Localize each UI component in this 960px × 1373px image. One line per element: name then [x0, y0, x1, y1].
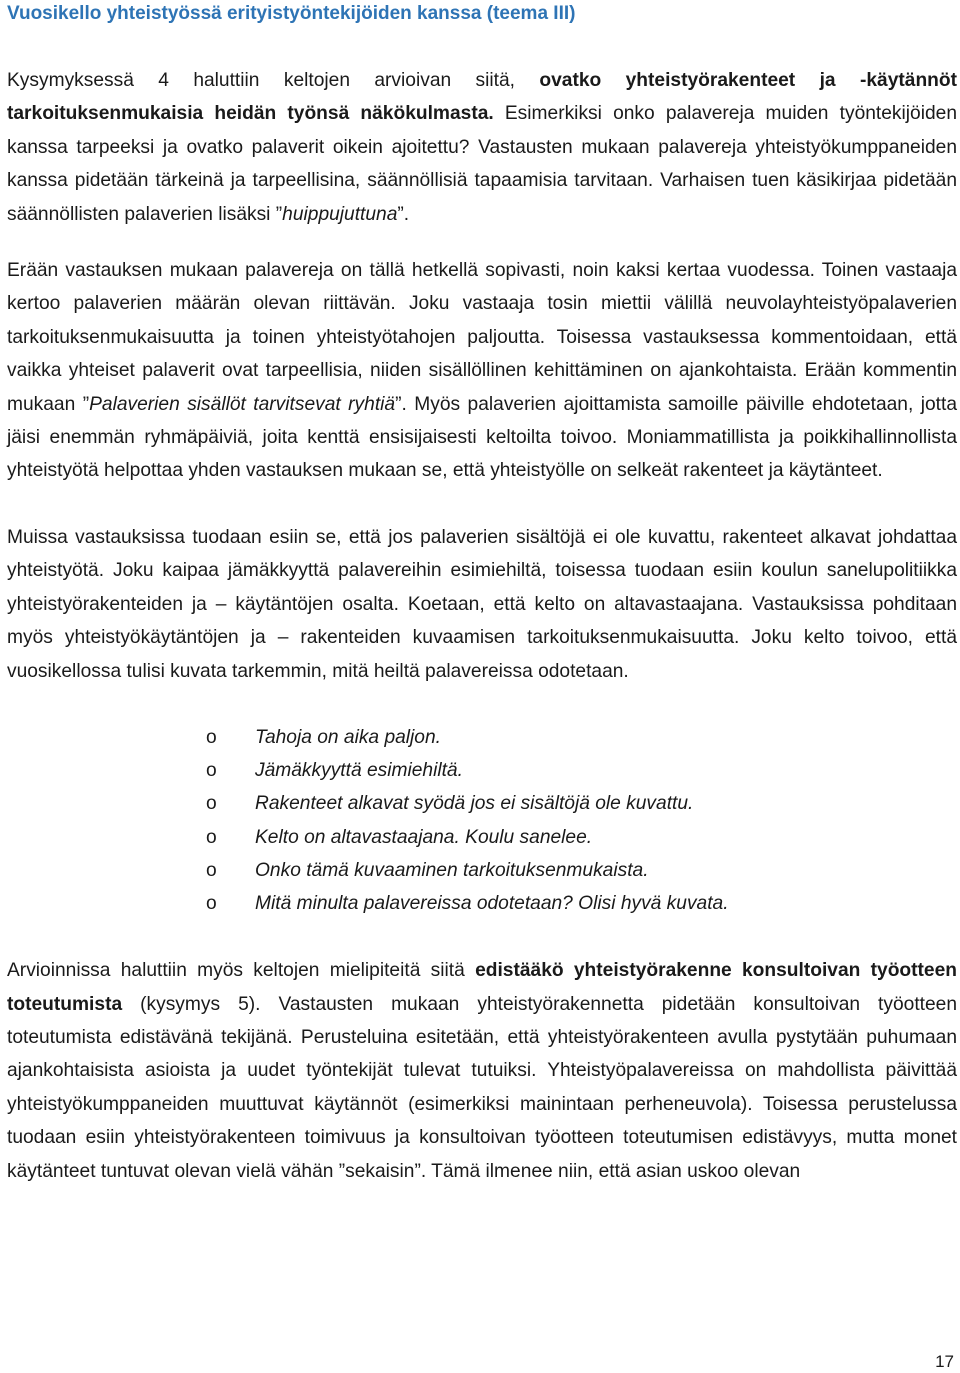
- list-item-text: Tahoja on aika paljon.: [255, 726, 441, 748]
- list-item-text: Kelto on altavastaajana. Koulu sanelee.: [255, 826, 593, 848]
- p2-text-2: ”. Myös palaverien ajoittamista samoille päiville ehdotetaan, jotta jäisi enemmän ryhmäpäiviä, joita kenttä ensisijaisesti keltoilta toivoo. Moniammatillista ja poikkihallinnollista yhteistyötä helpottaa yhden vastauksen mukaan se, että yhteistyölle on selkeät rakenteet ja käytänteet.: [7, 393, 957, 482]
- quote-list: [7, 721, 957, 920]
- p2-italic-quote: Palaverien sisällöt tarvitsevat ryhtiä: [89, 393, 396, 415]
- p5-text-2: (kysymys 5). Vastausten mukaan yhteistyörakennetta pidetään konsultoivan työotteen toteutumista edistävänä tekijänä. Perusteluina esitetään, että yhteistyörakenteen avulla pystytään puhumaan ajankohtaisista asioista ja uudet työntekijät tulevat tutuiksi. Yhteistyöpalavereissa on mahdollista päivittää yhteistyökumppaneiden muuttuvat käytännöt (esimerkiksi mainintaan perheneuvola). Toisessa perustelussa tuodaan esiin yhteistyörakenteen toimivuus ja konsultoivan työotteen toteutumisen edistävyys, mutta monet käytänteet tuntuvat olevan vielä vähän ”sekaisin”. Tämä ilmenee niin, että asian uskoo olevan: [7, 993, 957, 1182]
- p1-text-2: Esimerkiksi onko palavereja muiden työntekijöiden kanssa tarpeeksi ja ovatko palaverit oikein ajoitettu? Vastausten mukaan palavereja yhteistyökumppaneiden kanssa pidetään tärkeinä ja tarpeellisina, säännöllisiä tapaamisia tarvitaan. Varhaisen tuen käsikirjaa pidetään säännöllisten palaverien lisäksi ”: [7, 103, 957, 225]
- p2-text-1: Erään vastauksen mukaan palavereja on tällä hetkellä sopivasti, noin kaksi kertaa vuodessa. Toinen vastaaja kertoo palaverien määrän olevan riittävän. Joku vastaaja tosin miettii välillä neuvolayhteistyöpalaverien tarkoituksenmukaisuutta ja toinen yhteistyötahojen paljoutta. Toisessa vastauksessa kommentoidaan, että vaikka yhteiset palaverit ovat tarpeellisia, niiden sisällöllinen kehittäminen on ajankohtaista. Erään kommentin mukaan ”: [7, 260, 957, 415]
- paragraph-question-5: [7, 954, 957, 1188]
- p5-bold-question: edistääkö yhteistyörakenne konsultoivan työotteen toteutumista: [7, 960, 957, 1015]
- p1-italic-quote: huippujuttuna: [282, 203, 398, 225]
- list-item: [7, 887, 957, 920]
- list-item: [7, 754, 957, 787]
- p1-text-3: ”.: [397, 203, 410, 225]
- list-item: [7, 787, 957, 820]
- p5-text-1: Arvioinnissa haluttiin myös keltojen mielipiteitä siitä: [7, 960, 476, 982]
- p1-text-1: Kysymyksessä 4 haluttiin keltojen arvioivan siitä,: [7, 70, 540, 91]
- list-bullet: o: [206, 859, 217, 881]
- paragraph-question-4: [7, 64, 957, 231]
- list-bullet: o: [206, 793, 217, 815]
- section-heading: Vuosikello yhteistyössä erityistyöntekijöiden kanssa (teema III): [7, 3, 576, 24]
- list-bullet: o: [206, 726, 217, 748]
- list-bullet: o: [206, 760, 217, 782]
- document-page: [7, 0, 957, 1188]
- list-item: [7, 721, 957, 754]
- list-item: [7, 821, 957, 854]
- p1-bold-question: ovatko yhteistyörakenteet ja -käytännöt tarkoituksenmukaisia heidän työnsä näkökulmasta.: [7, 70, 957, 125]
- paragraph-palaverit: [7, 254, 957, 488]
- paragraph-muut-vastaukset: Muissa vastauksissa tuodaan esiin se, että jos palaverien sisältöjä ei ole kuvattu, rakenteet alkavat johdattaa yhteistyötä. Joku kaipaa jämäkkyyttä palavereihin esimiehiltä, toisessa tuodaan esiin koulun sanelupolitiikka yhteistyörakenteiden ja – käytäntöjen osalta. Koetaan, että kelto on altavastaajana. Vastauksissa pohditaan myös yhteistyökäytäntöjen ja – rakenteiden kuvaamisen tarkoituksenmukaisuutta. Joku kelto toivoo, että vuosikellossa tulisi kuvata tarkemmin, mitä heiltä palavereissa odotetaan.: [7, 526, 957, 682]
- list-item-text: Jämäkkyyttä esimiehiltä.: [255, 760, 463, 782]
- list-bullet: o: [206, 826, 217, 848]
- list-item-text: Mitä minulta palavereissa odotetaan? Olisi hyvä kuvata.: [255, 892, 729, 914]
- page-number: 17: [935, 1352, 954, 1371]
- list-item: [7, 854, 957, 887]
- list-item-text: Onko tämä kuvaaminen tarkoituksenmukaista.: [255, 859, 649, 881]
- list-bullet: o: [206, 892, 217, 914]
- list-item-text: Rakenteet alkavat syödä jos ei sisältöjä ole kuvattu.: [255, 793, 694, 815]
